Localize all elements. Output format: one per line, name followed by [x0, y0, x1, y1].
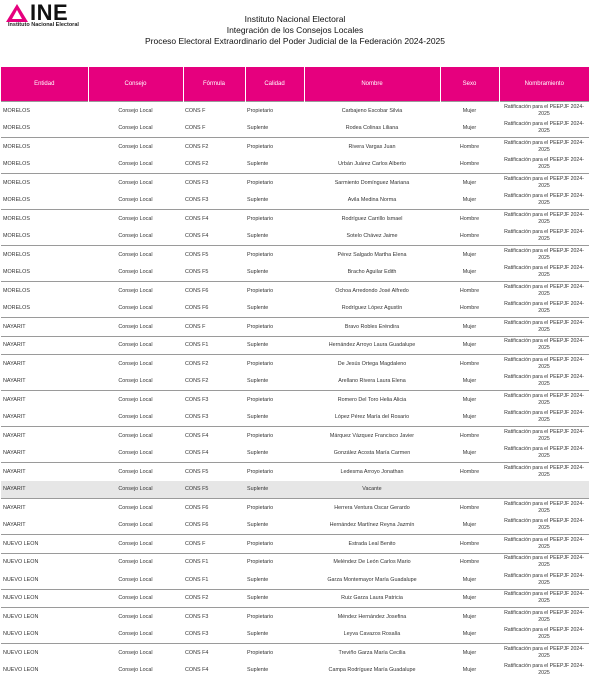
cell-formula: CONS F5 — [183, 463, 245, 481]
cell-nombre: Vacante — [304, 481, 440, 499]
cell-sexo: Mujer — [440, 517, 499, 535]
cell-entidad: MORELOS — [1, 174, 88, 192]
cell-entidad: MORELOS — [1, 264, 88, 282]
table-row — [1, 589, 589, 608]
col-sexo: Sexo — [440, 67, 499, 102]
table-row — [1, 264, 589, 282]
cell-consejo: Consejo Local — [88, 246, 183, 264]
table-row — [1, 318, 589, 337]
cell-consejo: Consejo Local — [88, 626, 183, 644]
cell-entidad: NUEVO LEON — [1, 644, 88, 662]
table-header-row — [1, 67, 589, 102]
table-row — [1, 463, 589, 481]
cell-consejo: Consejo Local — [88, 355, 183, 373]
cell-calidad: Suplente — [245, 156, 304, 174]
cell-calidad: Suplente — [245, 662, 304, 679]
cell-consejo: Consejo Local — [88, 318, 183, 337]
cell-formula: CONS F6 — [183, 517, 245, 535]
cell-sexo: Mujer — [440, 409, 499, 427]
cell-formula: CONS F6 — [183, 282, 245, 300]
cell-nombramiento: Ratificación para el PEEPJF 2024-2025 — [499, 553, 589, 571]
table-row — [1, 246, 589, 264]
cell-nombre: Ledesma Arroyo Jonathan — [304, 463, 440, 481]
cell-nombramiento: Ratificación para el PEEPJF 2024-2025 — [499, 318, 589, 337]
cell-consejo: Consejo Local — [88, 264, 183, 282]
cell-nombramiento: Ratificación para el PEEPJF 2024-2025 — [499, 409, 589, 427]
cell-formula: CONS F5 — [183, 246, 245, 264]
cell-nombre: Garza Montemayor María Guadalupe — [304, 571, 440, 589]
cell-formula: CONS F5 — [183, 481, 245, 499]
table-row — [1, 102, 589, 120]
cell-nombre: Urbán Juárez Carlos Alberto — [304, 156, 440, 174]
cell-nombre: Méndez Hernández Josefina — [304, 608, 440, 626]
cell-entidad: MORELOS — [1, 192, 88, 210]
cell-formula: CONS F4 — [183, 644, 245, 662]
table-row — [1, 481, 589, 499]
cell-consejo: Consejo Local — [88, 391, 183, 409]
cell-calidad: Suplente — [245, 409, 304, 427]
cell-calidad: Suplente — [245, 445, 304, 463]
cell-sexo: Hombre — [440, 553, 499, 571]
cell-entidad: MORELOS — [1, 228, 88, 246]
cell-consejo: Consejo Local — [88, 156, 183, 174]
cell-entidad: NAYARIT — [1, 517, 88, 535]
cell-consejo: Consejo Local — [88, 517, 183, 535]
cell-formula: CONS F1 — [183, 336, 245, 355]
cell-sexo: Hombre — [440, 355, 499, 373]
cell-consejo: Consejo Local — [88, 300, 183, 318]
cell-consejo: Consejo Local — [88, 445, 183, 463]
cell-nombre: Rodríguez López Agustín — [304, 300, 440, 318]
table-row — [1, 644, 589, 662]
cell-nombre: Herrera Ventura Oscar Gerardo — [304, 499, 440, 517]
cell-consejo: Consejo Local — [88, 571, 183, 589]
col-calidad: Calidad — [245, 67, 304, 102]
cell-nombre: Ruiz Garza Laura Patricia — [304, 589, 440, 608]
cell-calidad: Propietario — [245, 463, 304, 481]
cell-calidad: Suplente — [245, 481, 304, 499]
table-row — [1, 553, 589, 571]
cell-sexo: Mujer — [440, 264, 499, 282]
cell-sexo: Hombre — [440, 463, 499, 481]
table-row — [1, 662, 589, 679]
cell-nombramiento — [499, 481, 589, 499]
cell-entidad: NAYARIT — [1, 427, 88, 445]
cell-entidad: NUEVO LEON — [1, 553, 88, 571]
cell-nombre: Bravo Robles Eréndira — [304, 318, 440, 337]
cell-nombre: Carbajeno Escobar Silvia — [304, 102, 440, 120]
table-row — [1, 391, 589, 409]
cell-calidad: Suplente — [245, 589, 304, 608]
cell-nombre: Bracho Aguilar Edith — [304, 264, 440, 282]
table-row — [1, 517, 589, 535]
cell-formula: CONS F2 — [183, 156, 245, 174]
cell-entidad: NUEVO LEON — [1, 589, 88, 608]
cell-nombramiento: Ratificación para el PEEPJF 2024-2025 — [499, 210, 589, 228]
cell-nombre: Rivera Vargas Juan — [304, 138, 440, 156]
cell-calidad: Suplente — [245, 373, 304, 391]
cell-nombre: Rodea Colinas Liliana — [304, 120, 440, 138]
cell-entidad: NAYARIT — [1, 481, 88, 499]
cell-calidad: Propietario — [245, 246, 304, 264]
cell-nombre: Pérez Salgado Martha Elena — [304, 246, 440, 264]
cell-sexo: Mujer — [440, 373, 499, 391]
cell-sexo: Hombre — [440, 156, 499, 174]
cell-formula: CONS F3 — [183, 626, 245, 644]
cell-calidad: Propietario — [245, 553, 304, 571]
cell-entidad: MORELOS — [1, 102, 88, 120]
cell-consejo: Consejo Local — [88, 662, 183, 679]
cell-sexo: Mujer — [440, 626, 499, 644]
cell-sexo: Mujer — [440, 246, 499, 264]
table-row — [1, 355, 589, 373]
cell-nombramiento: Ratificación para el PEEPJF 2024-2025 — [499, 282, 589, 300]
table-row — [1, 210, 589, 228]
cell-nombramiento: Ratificación para el PEEPJF 2024-2025 — [499, 589, 589, 608]
title-process: Proceso Electoral Extraordinario del Poder Judicial de la Federación 2024-2025 — [0, 36, 590, 47]
cell-entidad: NAYARIT — [1, 336, 88, 355]
cell-nombre: Ochoa Arredondo José Alfredo — [304, 282, 440, 300]
cell-nombramiento: Ratificación para el PEEPJF 2024-2025 — [499, 174, 589, 192]
cell-nombramiento: Ratificación para el PEEPJF 2024-2025 — [499, 571, 589, 589]
cell-nombre: Hernández Arroyo Laura Guadalupe — [304, 336, 440, 355]
cell-consejo: Consejo Local — [88, 589, 183, 608]
cell-entidad: NUEVO LEON — [1, 626, 88, 644]
cell-sexo — [440, 481, 499, 499]
cell-entidad: NUEVO LEON — [1, 571, 88, 589]
cell-calidad: Suplente — [245, 300, 304, 318]
cell-sexo: Mujer — [440, 391, 499, 409]
cell-consejo: Consejo Local — [88, 427, 183, 445]
table-row — [1, 373, 589, 391]
cell-nombramiento: Ratificación para el PEEPJF 2024-2025 — [499, 264, 589, 282]
cell-nombramiento: Ratificación para el PEEPJF 2024-2025 — [499, 120, 589, 138]
cell-calidad: Suplente — [245, 517, 304, 535]
cell-formula: CONS F — [183, 535, 245, 554]
table-row — [1, 300, 589, 318]
cell-nombre: Rodríguez Carrillo Ismael — [304, 210, 440, 228]
cell-nombramiento: Ratificación para el PEEPJF 2024-2025 — [499, 427, 589, 445]
cell-formula: CONS F3 — [183, 192, 245, 210]
table-row — [1, 138, 589, 156]
cell-sexo: Mujer — [440, 192, 499, 210]
cell-formula: CONS F3 — [183, 409, 245, 427]
cell-calidad: Propietario — [245, 102, 304, 120]
col-formula: Fórmula — [183, 67, 245, 102]
cell-consejo: Consejo Local — [88, 644, 183, 662]
cell-nombre: Arellano Rivera Laura Elena — [304, 373, 440, 391]
cell-calidad: Propietario — [245, 174, 304, 192]
cell-nombre: Campa Rodríguez María Guadalupe — [304, 662, 440, 679]
cell-nombramiento: Ratificación para el PEEPJF 2024-2025 — [499, 228, 589, 246]
cell-nombre: Estrada Leal Benito — [304, 535, 440, 554]
cell-consejo: Consejo Local — [88, 228, 183, 246]
cell-formula: CONS F2 — [183, 138, 245, 156]
cell-entidad: NAYARIT — [1, 355, 88, 373]
cell-formula: CONS F — [183, 318, 245, 337]
cell-consejo: Consejo Local — [88, 120, 183, 138]
cell-calidad: Propietario — [245, 535, 304, 554]
cell-calidad: Suplente — [245, 336, 304, 355]
cell-calidad: Suplente — [245, 626, 304, 644]
cell-sexo: Mujer — [440, 445, 499, 463]
cell-consejo: Consejo Local — [88, 138, 183, 156]
cell-nombramiento: Ratificación para el PEEPJF 2024-2025 — [499, 300, 589, 318]
cell-formula: CONS F3 — [183, 608, 245, 626]
cell-formula: CONS F4 — [183, 210, 245, 228]
col-entidad: Entidad — [1, 67, 88, 102]
cell-formula: CONS F — [183, 120, 245, 138]
cell-calidad: Propietario — [245, 644, 304, 662]
cell-nombre: López Pérez María del Rosario — [304, 409, 440, 427]
cell-nombre: De Jesús Ortega Magdaleno — [304, 355, 440, 373]
cell-formula: CONS F — [183, 102, 245, 120]
table-row — [1, 192, 589, 210]
cell-entidad: NUEVO LEON — [1, 608, 88, 626]
cell-consejo: Consejo Local — [88, 481, 183, 499]
cell-sexo: Hombre — [440, 210, 499, 228]
table-row — [1, 427, 589, 445]
cell-sexo: Hombre — [440, 138, 499, 156]
cell-nombre: Márquez Vázquez Francisco Javier — [304, 427, 440, 445]
table-row — [1, 409, 589, 427]
cell-consejo: Consejo Local — [88, 174, 183, 192]
cell-nombre: Sotelo Chávez Jaime — [304, 228, 440, 246]
col-nombre: Nombre — [304, 67, 440, 102]
cell-nombramiento: Ratificación para el PEEPJF 2024-2025 — [499, 445, 589, 463]
cell-nombre: Sarmiento Domínguez Mariana — [304, 174, 440, 192]
table-row — [1, 499, 589, 517]
cell-formula: CONS F2 — [183, 589, 245, 608]
cell-calidad: Propietario — [245, 608, 304, 626]
document-titles — [0, 14, 590, 47]
cell-formula: CONS F1 — [183, 553, 245, 571]
table-row — [1, 228, 589, 246]
cell-consejo: Consejo Local — [88, 282, 183, 300]
cell-nombramiento: Ratificación para el PEEPJF 2024-2025 — [499, 463, 589, 481]
cell-sexo: Hombre — [440, 499, 499, 517]
cell-sexo: Hombre — [440, 427, 499, 445]
cell-entidad: MORELOS — [1, 156, 88, 174]
cell-formula: CONS F5 — [183, 264, 245, 282]
cell-sexo: Hombre — [440, 535, 499, 554]
cell-calidad: Propietario — [245, 282, 304, 300]
cell-nombramiento: Ratificación para el PEEPJF 2024-2025 — [499, 391, 589, 409]
cell-entidad: NAYARIT — [1, 373, 88, 391]
cell-sexo: Mujer — [440, 318, 499, 337]
logo-wordmark: INE — [30, 0, 68, 26]
cell-formula: CONS F4 — [183, 228, 245, 246]
cell-consejo: Consejo Local — [88, 373, 183, 391]
cell-consejo: Consejo Local — [88, 463, 183, 481]
cell-nombre: Treviño Garza María Cecilia — [304, 644, 440, 662]
cell-entidad: NAYARIT — [1, 391, 88, 409]
cell-sexo: Mujer — [440, 644, 499, 662]
cell-entidad: MORELOS — [1, 246, 88, 264]
cell-nombre: González Acosta María Carmen — [304, 445, 440, 463]
cell-consejo: Consejo Local — [88, 499, 183, 517]
cell-entidad: MORELOS — [1, 120, 88, 138]
cell-sexo: Mujer — [440, 120, 499, 138]
cell-formula: CONS F6 — [183, 300, 245, 318]
cell-sexo: Hombre — [440, 282, 499, 300]
cell-sexo: Mujer — [440, 589, 499, 608]
cell-nombramiento: Ratificación para el PEEPJF 2024-2025 — [499, 156, 589, 174]
cell-calidad: Propietario — [245, 499, 304, 517]
cell-consejo: Consejo Local — [88, 102, 183, 120]
cell-nombramiento: Ratificación para el PEEPJF 2024-2025 — [499, 517, 589, 535]
cell-nombre: Hernández Martínez Reyna Jazmín — [304, 517, 440, 535]
cell-entidad: MORELOS — [1, 210, 88, 228]
cell-calidad: Propietario — [245, 210, 304, 228]
cell-calidad: Propietario — [245, 138, 304, 156]
cell-sexo: Mujer — [440, 174, 499, 192]
cell-entidad: NAYARIT — [1, 499, 88, 517]
cell-nombramiento: Ratificación para el PEEPJF 2024-2025 — [499, 662, 589, 679]
cell-formula: CONS F2 — [183, 355, 245, 373]
cell-nombramiento: Ratificación para el PEEPJF 2024-2025 — [499, 626, 589, 644]
cell-sexo: Hombre — [440, 228, 499, 246]
cell-formula: CONS F3 — [183, 391, 245, 409]
col-nombramiento: Nombramiento — [499, 67, 589, 102]
cell-nombre: Leyva Cavazos Rosalía — [304, 626, 440, 644]
table-row — [1, 174, 589, 192]
cell-entidad: MORELOS — [1, 300, 88, 318]
cell-calidad: Suplente — [245, 264, 304, 282]
cell-nombramiento: Ratificación para el PEEPJF 2024-2025 — [499, 608, 589, 626]
cell-entidad: MORELOS — [1, 282, 88, 300]
table-row — [1, 445, 589, 463]
cell-entidad: NAYARIT — [1, 463, 88, 481]
cell-nombramiento: Ratificación para el PEEPJF 2024-2025 — [499, 499, 589, 517]
table-body — [1, 102, 589, 679]
table-row — [1, 626, 589, 644]
consejos-table — [1, 67, 589, 679]
cell-calidad: Propietario — [245, 427, 304, 445]
cell-formula: CONS F4 — [183, 662, 245, 679]
table-row — [1, 336, 589, 355]
cell-sexo: Mujer — [440, 608, 499, 626]
cell-consejo: Consejo Local — [88, 336, 183, 355]
cell-formula: CONS F4 — [183, 427, 245, 445]
cell-entidad: NUEVO LEON — [1, 535, 88, 554]
cell-sexo: Mujer — [440, 571, 499, 589]
logo-subtitle: Instituto Nacional Electoral — [8, 22, 79, 28]
cell-sexo: Mujer — [440, 336, 499, 355]
cell-consejo: Consejo Local — [88, 553, 183, 571]
title-integration: Integración de los Consejos Locales — [0, 25, 590, 36]
cell-entidad: NUEVO LEON — [1, 662, 88, 679]
cell-entidad: NAYARIT — [1, 318, 88, 337]
table-row — [1, 535, 589, 554]
cell-sexo: Mujer — [440, 102, 499, 120]
cell-consejo: Consejo Local — [88, 409, 183, 427]
cell-formula: CONS F4 — [183, 445, 245, 463]
title-institution: Instituto Nacional Electoral — [0, 14, 590, 25]
cell-sexo: Hombre — [440, 300, 499, 318]
cell-formula: CONS F6 — [183, 499, 245, 517]
cell-calidad: Suplente — [245, 120, 304, 138]
cell-calidad: Propietario — [245, 318, 304, 337]
cell-entidad: NAYARIT — [1, 445, 88, 463]
cell-nombramiento: Ratificación para el PEEPJF 2024-2025 — [499, 535, 589, 554]
cell-calidad: Propietario — [245, 355, 304, 373]
cell-calidad: Suplente — [245, 228, 304, 246]
cell-nombramiento: Ratificación para el PEEPJF 2024-2025 — [499, 192, 589, 210]
table-row — [1, 571, 589, 589]
cell-formula: CONS F2 — [183, 373, 245, 391]
cell-entidad: MORELOS — [1, 138, 88, 156]
cell-consejo: Consejo Local — [88, 210, 183, 228]
cell-nombre: Meléndez De León Carlos Mario — [304, 553, 440, 571]
cell-nombramiento: Ratificación para el PEEPJF 2024-2025 — [499, 102, 589, 120]
cell-nombre: Romero Del Toro Helia Alicia — [304, 391, 440, 409]
table-row — [1, 608, 589, 626]
cell-consejo: Consejo Local — [88, 192, 183, 210]
cell-nombramiento: Ratificación para el PEEPJF 2024-2025 — [499, 336, 589, 355]
cell-consejo: Consejo Local — [88, 535, 183, 554]
cell-formula: CONS F1 — [183, 571, 245, 589]
cell-formula: CONS F3 — [183, 174, 245, 192]
cell-nombramiento: Ratificación para el PEEPJF 2024-2025 — [499, 644, 589, 662]
cell-calidad: Suplente — [245, 192, 304, 210]
cell-nombramiento: Ratificación para el PEEPJF 2024-2025 — [499, 373, 589, 391]
table-row — [1, 120, 589, 138]
col-consejo: Consejo — [88, 67, 183, 102]
cell-nombramiento: Ratificación para el PEEPJF 2024-2025 — [499, 246, 589, 264]
cell-nombramiento: Ratificación para el PEEPJF 2024-2025 — [499, 138, 589, 156]
table-row — [1, 282, 589, 300]
cell-nombre: Avila Medina Norma — [304, 192, 440, 210]
table-row — [1, 156, 589, 174]
cell-consejo: Consejo Local — [88, 608, 183, 626]
cell-entidad: NAYARIT — [1, 409, 88, 427]
cell-sexo: Mujer — [440, 662, 499, 679]
cell-calidad: Propietario — [245, 391, 304, 409]
cell-calidad: Suplente — [245, 571, 304, 589]
cell-nombramiento: Ratificación para el PEEPJF 2024-2025 — [499, 355, 589, 373]
